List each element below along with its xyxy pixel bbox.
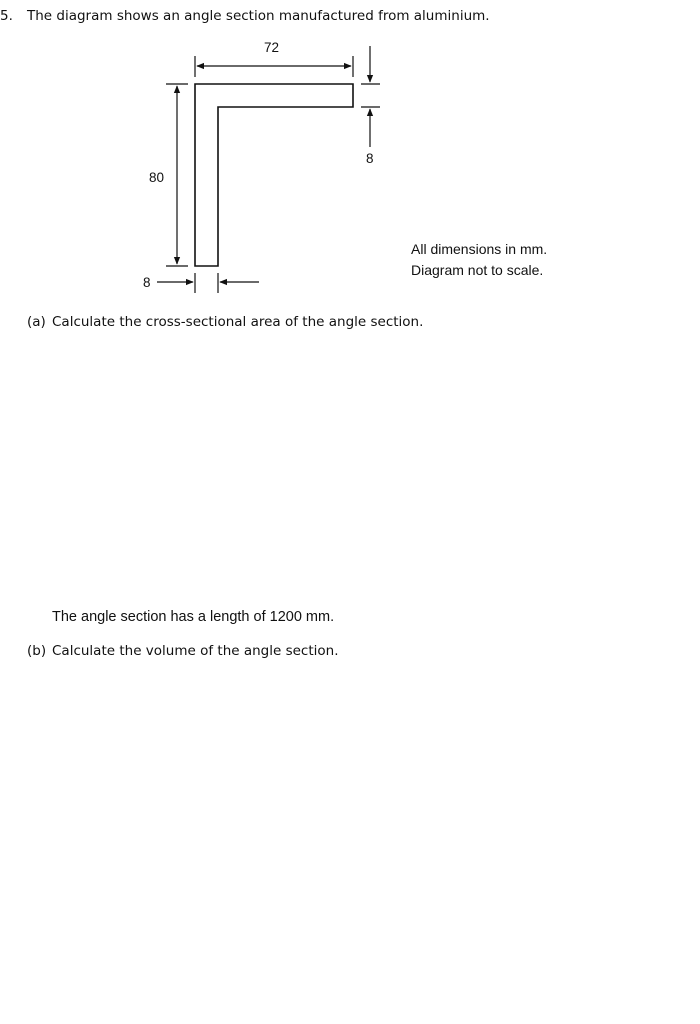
part-b-question: Calculate the volume of the angle section. <box>52 643 339 659</box>
question-intro: The diagram shows an angle section manufactured from aluminium. <box>27 8 490 24</box>
height-dimension-label: 80 <box>149 170 165 185</box>
part-b-label: (b) <box>27 643 47 659</box>
web-thickness-label: 8 <box>143 275 151 290</box>
question-number: 5. <box>0 8 13 24</box>
note-dimensions: All dimensions in mm. <box>411 241 548 257</box>
part-a-label: (a) <box>27 314 46 330</box>
flange-thickness-label: 8 <box>366 151 374 166</box>
note-scale: Diagram not to scale. <box>411 262 544 278</box>
angle-section-diagram <box>0 0 700 300</box>
angle-section-shape <box>195 84 353 266</box>
length-statement: The angle section has a length of 1200 mm. <box>52 609 335 625</box>
part-a-question: Calculate the cross-sectional area of the angle section. <box>52 314 424 330</box>
width-dimension-label: 72 <box>264 40 280 55</box>
